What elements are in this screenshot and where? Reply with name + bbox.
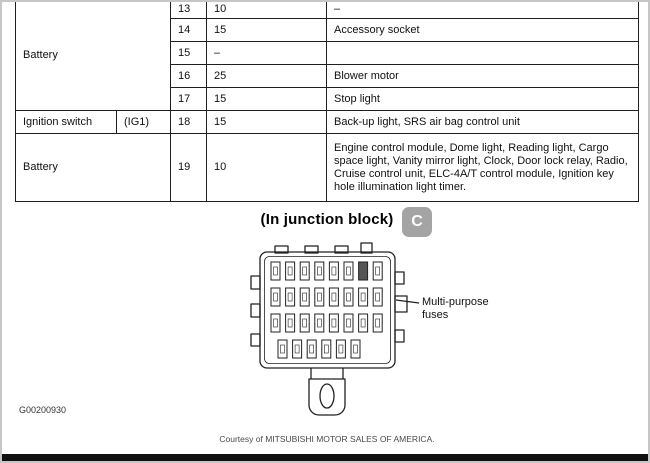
callout-line-1: Multi-purpose (422, 296, 489, 308)
amperage-cell: – (207, 42, 327, 65)
fuse-number-cell: 19 (171, 134, 207, 202)
fuse-table (15, 1, 639, 202)
side-tab (251, 334, 260, 346)
table-row (16, 111, 639, 134)
fuse-number-cell: 16 (171, 65, 207, 88)
marker-badge-c (402, 207, 432, 237)
figure-id: G00200930 (19, 405, 67, 415)
amperage-cell: 15 (207, 88, 327, 111)
side-tab (395, 296, 407, 312)
fuse-number-cell: 18 (171, 111, 207, 134)
power-source-cell: Battery (16, 1, 171, 111)
circuit-description-cell: Blower motor (327, 65, 639, 88)
table-row (16, 1, 639, 19)
circuit-description-cell: Back-up light, SRS air bag control unit (327, 111, 639, 134)
amperage-cell: 15 (207, 111, 327, 134)
circuit-description-cell: – (327, 1, 639, 19)
circuit-description-cell: Accessory socket (327, 19, 639, 42)
amperage-cell: 10 (207, 1, 327, 19)
side-tab (395, 272, 404, 284)
marker-badge-label: C (411, 213, 423, 230)
fuse-number-cell: 15 (171, 42, 207, 65)
amperage-cell: 15 (207, 19, 327, 42)
side-tab (395, 330, 404, 342)
fuse-number-cell: 13 (171, 1, 207, 19)
fuse-number-cell: 14 (171, 19, 207, 42)
circuit-description-cell (327, 42, 639, 65)
bottom-bar (2, 454, 648, 461)
amperage-cell: 10 (207, 134, 327, 202)
callout-multi-purpose-fuses (422, 296, 489, 322)
junction-block-illustration (247, 238, 427, 424)
connector-cell: (IG1) (117, 111, 171, 134)
side-tab (251, 304, 260, 317)
table-row (16, 134, 639, 202)
diagram-title: (In junction block) (260, 211, 394, 228)
mounting-hole (320, 384, 334, 408)
circuit-description-cell: Stop light (327, 88, 639, 111)
highlighted-fuse (359, 262, 368, 280)
courtesy-note: Courtesy of MITSUBISHI MOTOR SALES OF AMERICA. (219, 434, 435, 444)
fuse-number-cell: 17 (171, 88, 207, 111)
power-source-cell: Ignition switch (16, 111, 117, 134)
side-tab (251, 276, 260, 289)
amperage-cell: 25 (207, 65, 327, 88)
circuit-description-cell: Engine control module, Dome light, Reading light, Cargo space light, Vanity mirror light, Clock, Door lock relay, Radio, Cruise control unit, ELC-4A/T control module, Ignition key hole illumination light timer. (327, 134, 639, 202)
fuse-slots (271, 262, 382, 358)
power-source-cell: Battery (16, 134, 171, 202)
callout-line-2: fuses (422, 309, 449, 321)
